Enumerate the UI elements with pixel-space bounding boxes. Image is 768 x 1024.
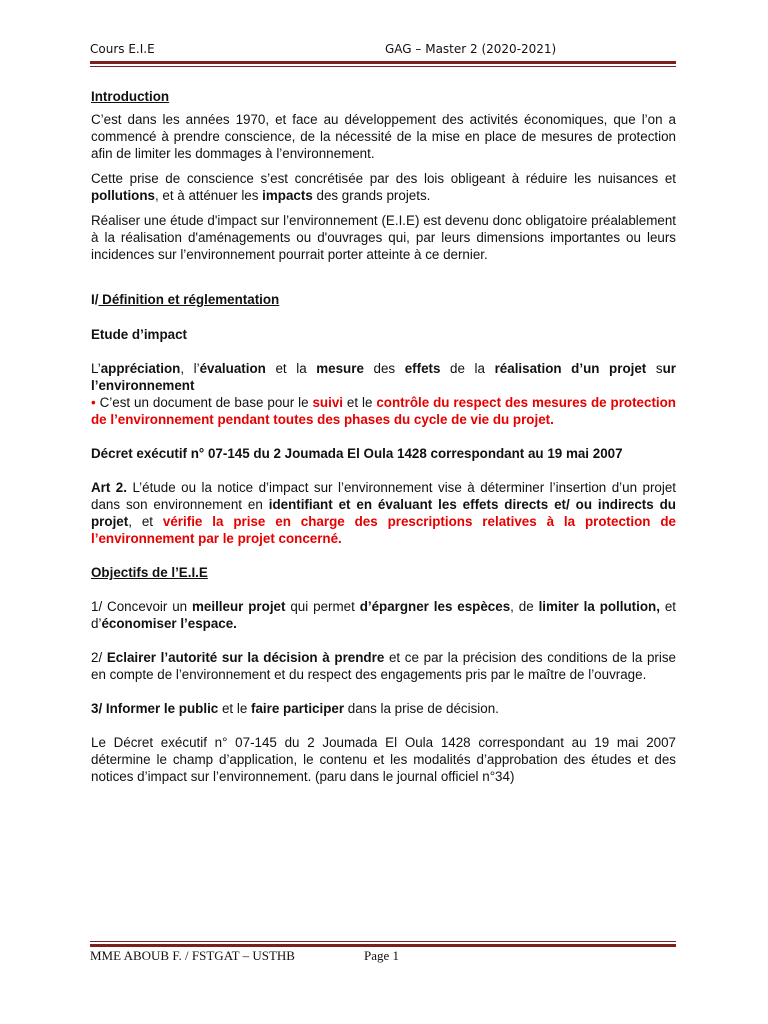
etude-impact-heading: Etude d’impact <box>91 327 187 342</box>
intro-paragraph-1: C’est dans les années 1970, et face au développement des activités économiques, que l’on a commencé à prendre conscience, de la nécessité de la mise en place de mesures de protection afin de limiter les dommages à l’environnement. <box>91 112 676 161</box>
footer-rule <box>90 941 676 947</box>
bullet-icon: • <box>91 395 96 410</box>
intro-paragraph-2: Cette prise de conscience s’est concrétisée par des lois obligeant à réduire les nuisances et pollutions, et à atténuer les impacts des grands projets. <box>91 171 676 203</box>
intro-heading: Introduction <box>91 89 170 104</box>
objectifs-heading: Objectifs de l’E.I.E <box>91 565 208 580</box>
objectif-3: 3/ Informer le public et le faire participer dans la prise de décision. <box>91 701 499 716</box>
definition-bullet: • C’est un document de base pour le suivi et le contrôle du respect des mesures de protection de l’environnement pendant toutes des phases du cycle de vie du projet. <box>91 395 676 427</box>
objectif-1: 1/ Concevoir un meilleur projet qui permet d’épargner les espèces, de limiter la pollution, et d’économiser l’espace. <box>91 599 676 631</box>
header-program: GAG – Master 2 (2020-2021) <box>385 42 557 56</box>
final-paragraph: Le Décret exécutif n° 07-145 du 2 Joumada El Oula 1428 correspondant au 19 mai 2007 détermine le champ d’application, le contenu et les modalités d’approbation des études et des notices d’impact sur l’environnement. (paru dans le journal officiel n°34) <box>91 735 676 784</box>
article-2-paragraph: Art 2. L’étude ou la notice d’impact sur l’environnement vise à déterminer l’insertion d’un projet dans son environnement en identifiant et en évaluant les effets directs et/ ou indirects du projet, et vérifie la prise en charge des prescriptions relatives à la protection de l’environnement par le projet concerné. <box>91 480 676 546</box>
definition-paragraph: L’appréciation, l’évaluation et la mesure des effets de la réalisation d’un projet sur l’environnement <box>91 361 676 393</box>
footer-author: MME ABOUB F. / FSTGAT – USTHB <box>90 948 295 963</box>
header-rule <box>90 61 676 67</box>
intro-paragraph-3: Réaliser une étude d'impact sur l’environnement (E.I.E) est devenu donc obligatoire préalablement à la réalisation d'aménagements ou d'ouvrages qui, par leurs dimensions importantes ou leurs incidences sur l’environnement pourrait porter atteinte à ce dernier. <box>91 213 676 262</box>
document-body <box>91 88 676 785</box>
objectif-2: 2/ Eclairer l’autorité sur la décision à prendre et ce par la précision des conditions de la prise en compte de l’environnement et du respect des engagements pris par le maître de l’ouvrage. <box>91 650 676 682</box>
decret-heading: Décret exécutif n° 07-145 du 2 Joumada El Oula 1428 correspondant au 19 mai 2007 <box>91 446 623 461</box>
section-heading: I/ Définition et réglementation <box>91 292 280 307</box>
header-course: Cours E.I.E <box>90 42 155 56</box>
page-number: Page 1 <box>364 948 400 963</box>
